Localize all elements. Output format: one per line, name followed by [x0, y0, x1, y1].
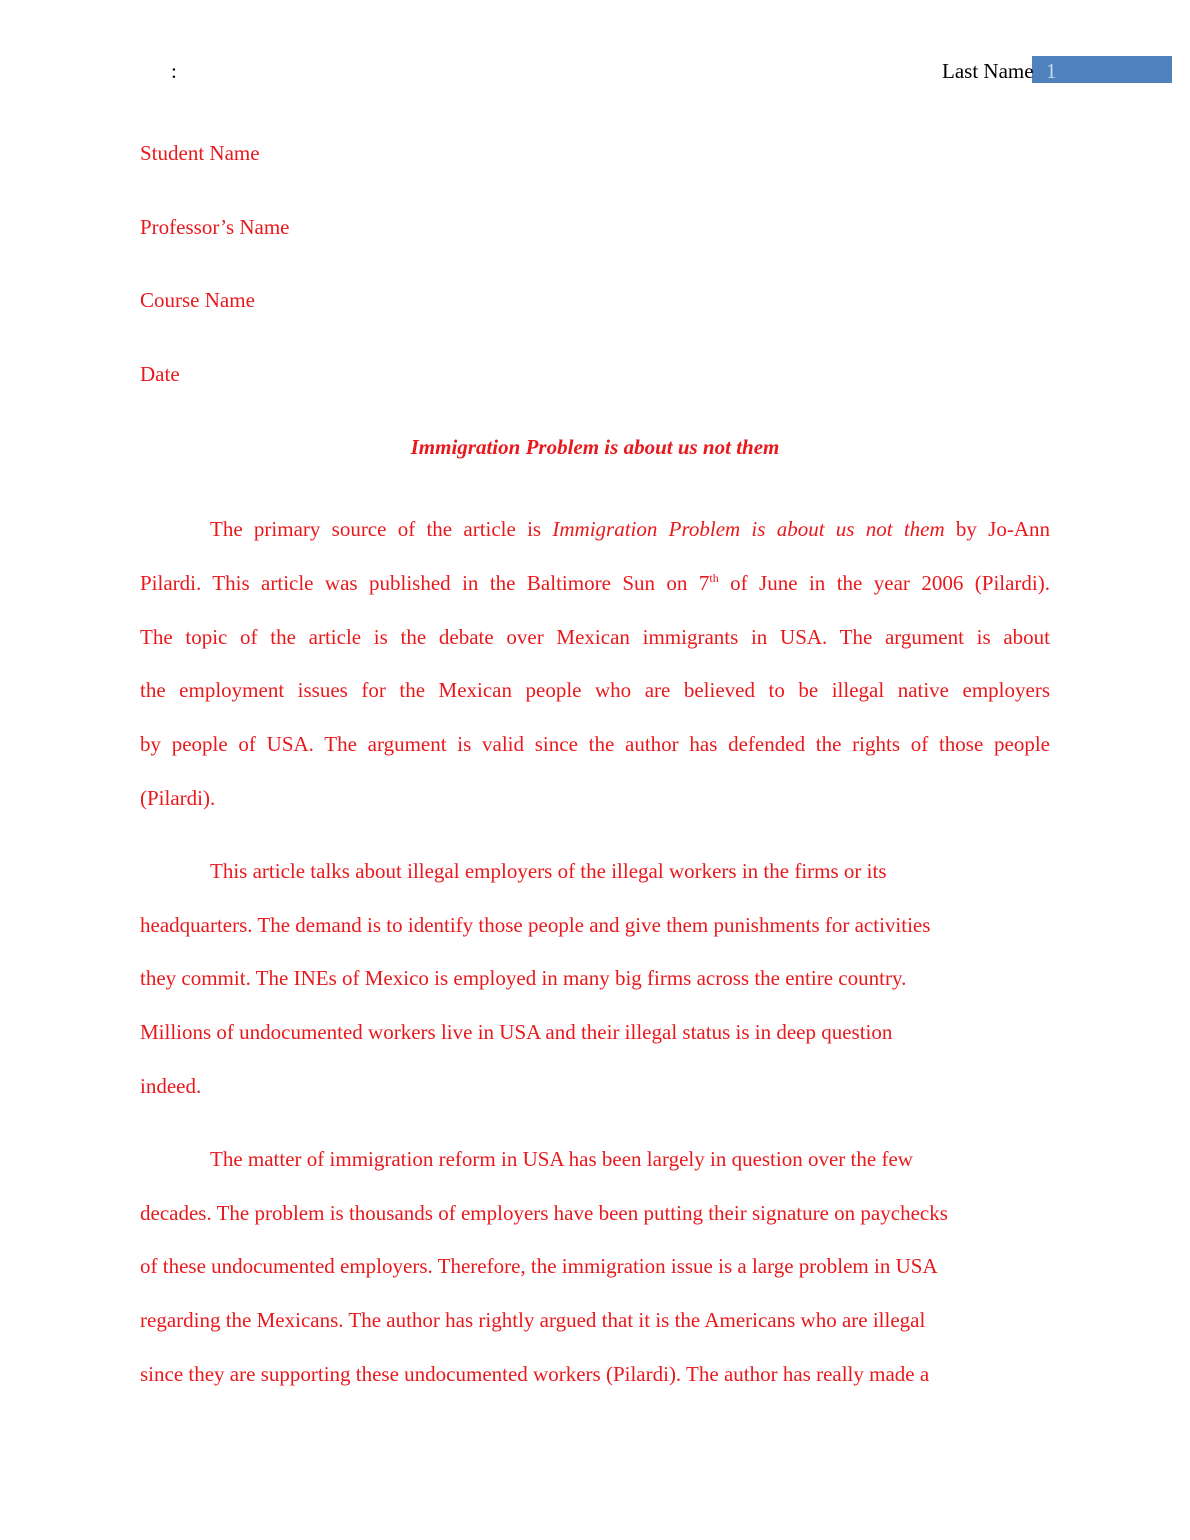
paragraph-line: regarding the Mexicans. The author has rightly argued that it is the Americans who are illegal	[140, 1308, 926, 1333]
paragraph-line: headquarters. The demand is to identify those people and give them punishments for activities	[140, 912, 931, 937]
paragraph-line: Millions of undocumented workers live in USA and their illegal status is in deep question	[140, 1020, 893, 1045]
paragraph-line: since they are supporting these undocumented workers (Pilardi). The author has really made a	[140, 1361, 930, 1386]
paragraph-line: decades. The problem is thousands of employers have been putting their signature on paychecks	[140, 1200, 948, 1225]
professor-name: Professor’s Name	[140, 214, 290, 239]
date: Date	[140, 361, 180, 386]
paragraph-line: by people of USA. The argument is valid since the author has defended the rights of those people	[140, 732, 1050, 757]
paragraph-line: of these undocumented employers. Therefore, the immigration issue is a large problem in USA	[140, 1254, 938, 1279]
student-name: Student Name	[140, 141, 260, 165]
paragraph-3	[140, 1133, 1050, 1402]
header-colon: :	[171, 59, 177, 83]
ordinal-superscript: th	[709, 570, 719, 585]
paragraph-1	[140, 503, 1050, 826]
paragraph-line: This article talks about illegal employers of the illegal workers in the firms or its	[210, 858, 887, 883]
header-last-name: Last Name	[942, 59, 1034, 83]
article-title-italic: Immigration Problem is about us not them	[552, 517, 945, 541]
page-number: 1	[1046, 59, 1057, 83]
paragraph-line: The primary source of the article is Immigration Problem is about us not them by Jo-Ann	[210, 517, 1051, 541]
paragraph-line: (Pilardi).	[140, 785, 216, 810]
document-body	[140, 136, 1050, 1421]
paragraph-line: The topic of the article is the debate over Mexican immigrants in USA. The argument is about	[140, 624, 1050, 649]
paragraph-2	[140, 845, 1050, 1114]
paragraph-line: indeed.	[140, 1073, 202, 1098]
document-title: Immigration Problem is about us not them	[410, 435, 780, 459]
paragraph-line: the employment issues for the Mexican people who are believed to be illegal native employers	[140, 678, 1050, 703]
paragraph-line: The matter of immigration reform in USA has been largely in question over the few	[210, 1146, 913, 1171]
course-name: Course Name	[140, 288, 255, 312]
paragraph-line: Pilardi. This article was published in the Baltimore Sun on 7th of June in the year 2006 (Pilardi).	[140, 570, 1050, 595]
paragraph-line: they commit. The INEs of Mexico is employed in many big firms across the entire country.	[140, 966, 907, 991]
